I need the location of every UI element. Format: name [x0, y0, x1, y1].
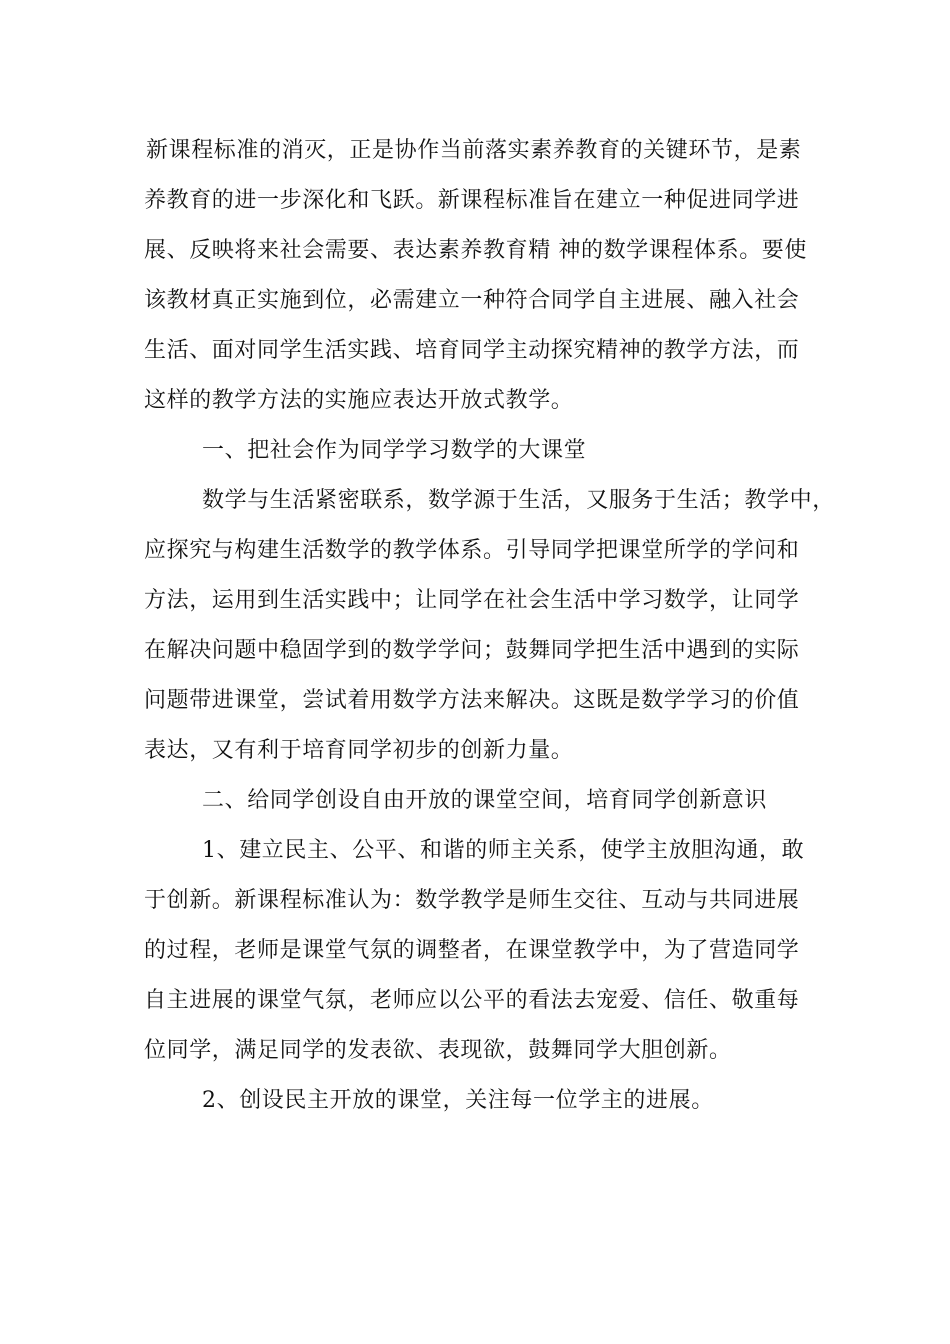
- paragraph-3-line-6: 表达，又有利于培育同学初步的创新力量。: [144, 738, 574, 763]
- section-heading-2: 二、给同学创设自由开放的课堂空间，培育同学创新意识: [202, 788, 768, 813]
- paragraph-3-line-3: 方法，运用到生活实践中；让同学在社会生活中学习数学，让同学: [144, 588, 800, 613]
- paragraph-5-line-1: 1、建立民主、公平、和谐的师主关系，使学主放胆沟通，敢: [202, 838, 805, 863]
- paragraph-1-line-5: 生活、面对同学生活实践、培育同学主动探究精神的教学方法，而: [144, 338, 800, 363]
- paragraph-3-line-1: 数学与生活紧密联系，数学源于生活，又服务于生活；教学中，: [202, 488, 835, 513]
- paragraph-5-line-2: 于创新。新课程标准认为：数学教学是师生交往、互动与共同进展: [144, 888, 800, 913]
- paragraph-1-line-6: 这样的教学方法的实施应表达开放式教学。: [144, 388, 574, 413]
- paragraph-3-line-2: 应探究与构建生活数学的教学体系。引导同学把课堂所学的学问和: [144, 538, 800, 563]
- paragraph-6-line-1: 2、创设民主开放的课堂，关注每一位学主的进展。: [202, 1088, 714, 1113]
- paragraph-1-line-1: 新课程标准的消灭，正是协作当前落实素养教育的关键环节，是素: [146, 138, 802, 163]
- paragraph-5-line-4: 自主进展的课堂气氛，老师应以公平的看法去宠爱、信任、敬重每: [144, 988, 800, 1013]
- paragraph-5-line-5: 位同学，满足同学的发表欲、表现欲，鼓舞同学大胆创新。: [144, 1038, 732, 1063]
- paragraph-1-line-3: 展、反映将来社会需要、表达素养教育精 神的数学课程体系。要使: [144, 238, 807, 263]
- paragraph-3-line-5: 问题带进课堂，尝试着用数学方法来解决。这既是数学学习的价值: [144, 688, 800, 713]
- paragraph-1-line-2: 养教育的进一步深化和飞跃。新课程标准旨在建立一种促进同学进: [144, 188, 800, 213]
- paragraph-3-line-4: 在解决问题中稳固学到的数学学问；鼓舞同学把生活中遇到的实际: [144, 638, 800, 663]
- paragraph-1-line-4: 该教材真正实施到位，必需建立一种符合同学自主进展、融入社会: [144, 288, 800, 313]
- paragraph-5-line-3: 的过程，老师是课堂气氛的调整者，在课堂教学中，为了营造同学: [144, 938, 800, 963]
- section-heading-1: 一、把社会作为同学学习数学的大课堂: [202, 438, 587, 463]
